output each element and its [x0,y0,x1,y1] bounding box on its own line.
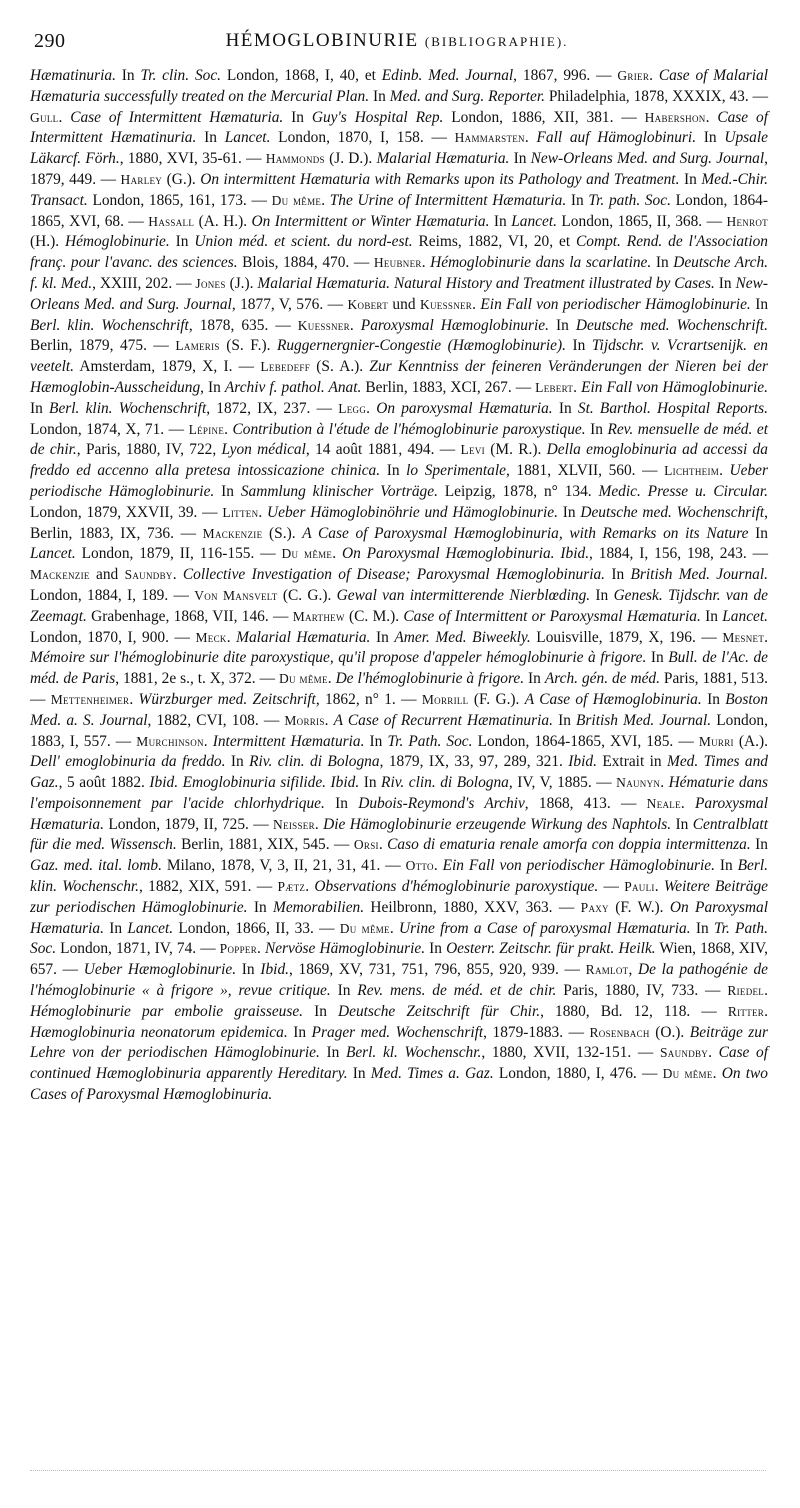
bibliography-text: Hæmatinuria. In Tr. clin. Soc. London, 1868, I, 40, et Edinb. Med. Journal, 1867, 996. — Grier. Case of Malarial Hæmaturia successfully treated on the Mercurial Plan. In Med. and Surg. Reporter. Philadelphia, 1878, XXXIX, 43. — Gull. Case of Intermittent Hæmaturia. In Guy's Hospital Rep. London, 1886, XII, 381. — Habershon. Case of Intermittent Hæmatinuria. In Lancet. London, 1870, I, 158. — Hammarsten. Fall auf Hämoglobinuri. In Upsale Läkarcf. Förh., 1880, XVI, 35-61. — Hammonds (J. D.). Malarial Hæmaturia. In New-Orleans Med. and Surg. Journal, 1879, 449. — Harley (G.). On intermittent Hæmaturia with Remarks upon its Pathology and Treatment. In Med.-Chir. Transact. London, 1865, 161, 173. — Du même. The Urine of Intermittent Hæmaturia. In Tr. path. Soc. London, 1864-1865, XVI, 68. — Hassall (A. H.). On Intermittent or Winter Hæmaturia. In Lancet. London, 1865, II, 368. — Henrot (H.). Hémoglobinurie. In Union méd. et scient. du nord-est. Reims, 1882, VI, 20, et Compt. Rend. de l'Association franç. pour l'avanc. des sciences. Blois, 1884, 470. — Heubner. Hémoglobinurie dans la scarlatine. In Deutsche Arch. f. kl. Med., XXIII, 202. — Jones (J.). Malarial Hæmaturia. Natural History and Treatment illustrated by Cases. In New-Orleans Med. and Surg. Journal, 1877, V, 576. — Kobert und Kuessner. Ein Fall von periodischer Hämoglobinurie. In Berl. klin. Wochenschrift, 1878, 635. — Kuessner. Paroxysmal Hæmoglobinurie. In Deutsche med. Wochenschrift. Berlin, 1879, 475. — Lameris (S. F.). Ruggernergnier-Congestie (Hæmoglobinurie). In Tijdschr. v. Vcrartsenijk. en veetelt. Amsterdam, 1879, X, I. — Lebedeff (S. A.). Zur Kenntniss der feineren Veränderungen der Nieren bei der Hæmoglobin-Ausscheidung, In Archiv f. pathol. Anat. Berlin, 1883, XCI, 267. — Lebert. Ein Fall von Hämoglobinurie. In Berl. klin. Wochenschrift, 1872, IX, 237. — Legg. On paroxysmal Hæmaturia. In St. Barthol. Hospital Reports. London, 1874, X, 71. — Lépine. Contribution à l'étude de l'hémoglobinurie paroxystique. In Rev. mensuelle de méd. et de chir., Paris, 1880, IV, 722, Lyon médical, 14 août 1881, 494. — Levi (M. R.). Della emoglobinuria ad accessi da freddo ed accenno alla pretesa intossicazione chinica. In lo Sperimentale, 1881, XLVII, 560. — Lichtheim. Ueber periodische Hämoglobinurie. In Sammlung klinischer Vorträge. Leipzig, 1878, n° 134. Medic. Presse u. Circular. London, 1879, XXVII, 39. — Litten. Ueber Hämoglobinöhrie und Hämoglobinurie. In Deutsche med. Wochenschrift, Berlin, 1883, IX, 736. — Mackenzie (S.). A Case of Paroxysmal Hæmoglobinuria, with Remarks on its Nature In Lancet. London, 1879, II, 116-155. — Du même. On Paroxysmal Hæmoglobinuria. Ibid., 1884, I, 156, 198, 243. — Mackenzie and Saundby. Collective Investigation of Disease; Paroxysmal Hæmoglobinuria. In British Med. Journal. London, 1884, I, 189. — Von Mansvelt (C. G.). Gewal van intermitterende Nierblœding. In Genesk. Tijdschr. van de Zeemagt. Grabenhage, 1868, VII, 146. — Marthew (C. M.). Case of Intermittent or Paroxysmal Hæmaturia. In Lancet. London, 1870, I, 900. — Meck. Malarial Hæmaturia. In Amer. Med. Biweekly. Louisville, 1879, X, 196. — Mesnet. Mémoire sur l'hémoglobinurie dite paroxystique, qu'il propose d'appeler hémoglobinurie à frigore. In Bull. de l'Ac. de méd. de Paris, 1881, 2e s., t. X, 372. — Du même. De l'hémoglobinurie à frigore. In Arch. gén. de méd. Paris, 1881, 513. — Mettenheimer. Würzburger med. Zeitschrift, 1862, n° 1. — Morrill (F. G.). A Case of Hæmoglobinuria. In Boston Med. a. S. Journal, 1882, CVI, 108. — Morris. A Case of Recurrent Hæmatinuria. In British Med. Journal. London, 1883, I, 557. — Murchinson. Intermittent Hæmaturia. In Tr. Path. Soc. London, 1864-1865, XVI, 185. — Murri (A.). Dell' emoglobinuria da freddo. In Riv. clin. di Bologna, 1879, IX, 33, 97, 289, 321. Ibid. Extrait in Med. Times and Gaz., 5 août 1882. Ibid. Emoglobinuria sifilide. Ibid. In Riv. clin. di Bologna, IV, V, 1885. — Naunyn. Hématurie dans l'empoisonnement par l'acide chlorhydrique. In Dubois-Reymond's Archiv, 1868, 413. — Neale. Paroxysmal Hæmaturia. London, 1879, II, 725. — Neisser. Die Hämoglobinurie erzeugende Wirkung des Naphtols. In Centralblatt für die med. Wissensch. Berlin, 1881, XIX, 545. — Orsi. Caso di ematuria renale amorfa con doppia intermittenza. In Gaz. med. ital. lomb. Milano, 1878, V, 3, II, 21, 31, 41. — Otto. Ein Fall von periodischer Hämoglobinurie. In Berl. klin. Wochenschr., 1882, XIX, 591. — Pætz. Observations d'hémoglobinurie paroxystique. — Pauli. Weitere Beiträge zur periodischen Hämoglobinurie. In Memorabilien. Heilbronn, 1880, XXV, 363. — Paxy (F. W.). On Paroxysmal Hæmaturia. In Lancet. London, 1866, II, 33. — Du même. Urine from a Case of paroxysmal Hæmaturia. In Tr. Path. Soc. London, 1871, IV, 74. — Popper. Nervöse Hämoglobinurie. In Oesterr. Zeitschr. für prakt. Heilk. Wien, 1868, XIV, 657. — Ueber Hæmoglobinurie. In Ibid., 1869, XV, 731, 751, 796, 855, 920, 939. — Ramlot, De la pathogénie de l'hémoglobinurie « à frigore », revue critique. In Rev. mens. de méd. et de chir. Paris, 1880, IV, 733. — Riedel. Hémoglobinurie par embolie graisseuse. In Deutsche Zeitschrift für Chir., 1880, Bd. 12, 118. — Ritter. Hæmoglobinuria neonatorum epidemica. In Prager med. Wochenschrift, 1879-1883. — Rosenbach (O.). Beiträge zur Lehre von der periodischen Hämoglobinurie. In Berl. kl. Wochenschr., 1880, XVII, 132-151. — Saundby. Case of continued Hæmoglobinuria apparently Hereditary. In Med. Times a. Gaz. London, 1880, I, 476. — Du même. On two Cases of Paroxysmal Hæmoglobinuria. [30,67,769,1104]
page-footer-rule [30,1470,766,1471]
running-title [34,30,760,52]
running-title-main: HÉMOGLOBINURIE [225,30,419,51]
running-title-subtitle: (BIBLIOGRAPHIE). [424,34,569,49]
page-number: 290 [34,30,66,52]
page-header [34,30,760,60]
